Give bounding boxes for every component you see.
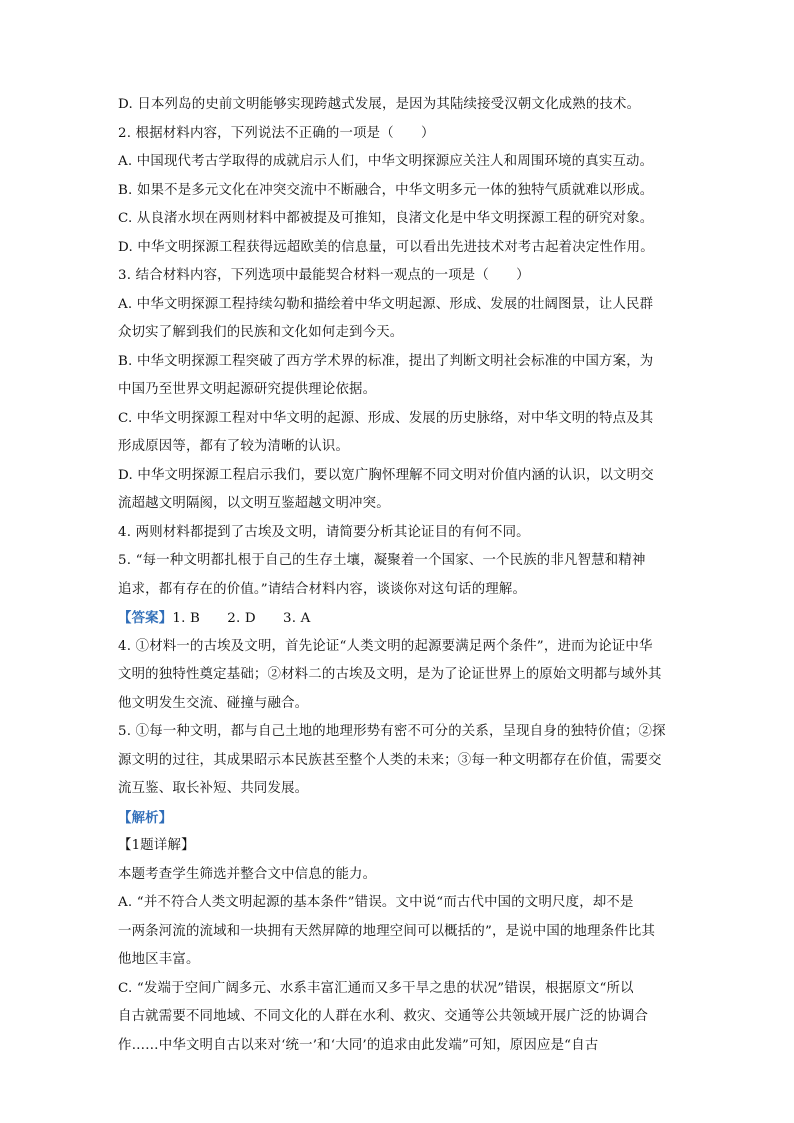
answer-choices: 1. B 2. D 3. A bbox=[172, 611, 311, 626]
answer-5-line3: 流互鉴、取长补短、共同发展。 bbox=[118, 781, 309, 796]
q3-option-d-line2: 流超越文明隔阂，以文明互鉴超越文明冲突。 bbox=[118, 496, 390, 511]
q2-option-a: A. 中国现代考古学取得的成就启示人们，中华文明探源应关注人和周围环境的真实互动。 bbox=[118, 154, 654, 169]
q2-stem: 2. 根据材料内容，下列说法不正确的一项是（ ） bbox=[118, 125, 435, 141]
q1-detail-heading: 【1题详解】 bbox=[118, 838, 195, 853]
analysis-tag: 【解析】 bbox=[118, 809, 173, 826]
analysis-c-line3: 作……中华文明自古以来对‘统一’和‘大同’的追求由此发端”可知，原因应是“自古 bbox=[118, 1037, 599, 1053]
q3-option-a-line2: 众切实了解到我们的民族和文化如何走到今天。 bbox=[118, 325, 404, 340]
answer-4-line1: 4. ①材料一的古埃及文明，首先论证“人类文明的起源要满足两个条件”，进而为论证中华 bbox=[118, 638, 653, 654]
analysis-a-line3: 他地区丰富。 bbox=[118, 952, 200, 967]
analysis-a-line2: 一两条河流的流域和一块拥有天然屏障的地理空间可以概括的”，是说中国的地理条件比其 bbox=[118, 923, 656, 939]
answer-4-line3: 他文明发生交流、碰撞与融合。 bbox=[118, 695, 309, 711]
answer-5-line2: 源文明的过往，其成果昭示本民族甚至整个人类的未来；③每一种文明都存在价值，需要交 bbox=[118, 752, 662, 768]
answer-tag: 【答案】 bbox=[118, 610, 173, 626]
q1-option-d: D. 日本列岛的史前文明能够实现跨越式发展，是因为其陆续接受汉朝文化成熟的技术。 bbox=[118, 97, 641, 112]
answer-5-line1: 5. ①每一种文明，都与自己土地的地理形势有密不可分的关系，呈现自身的独特价值；②探 bbox=[118, 724, 666, 739]
analysis-a-line1: A. “并不符合人类文明起源的基本条件”错误。文中说“而古代中国的文明尺度，却不是 bbox=[118, 895, 634, 910]
q2-option-c: C. 从良渚水坝在两则材料中都被提及可推知，良渚文化是中华文明探源工程的研究对象。 bbox=[118, 211, 654, 226]
analysis-c-line2: 自古就需要不同地域、不同文化的人群在水利、救灾、交通等公共领域开展广泛的协调合 bbox=[118, 1009, 649, 1024]
q3-option-b-line2: 中国乃至世界文明起源研究提供理论依据。 bbox=[118, 382, 377, 397]
q3-option-c-line1: C. 中华文明探源工程对中华文明的起源、形成、发展的历史脉络，对中华文明的特点及其 bbox=[118, 410, 654, 426]
answer-line bbox=[118, 607, 678, 629]
q5-stem-line2: 追求，都有存在的价值。”请结合材料内容，谈谈你对这句话的理解。 bbox=[118, 581, 527, 597]
analysis-intro: 本题考查学生筛选并整合文中信息的能力。 bbox=[118, 866, 377, 882]
q2-option-b: B. 如果不是多元文化在冲突交流中不断融合，中华文明多元一体的独特气质就难以形成。 bbox=[118, 182, 654, 198]
q3-option-c-line2: 形成原因等，都有了较为清晰的认识。 bbox=[118, 439, 350, 454]
q3-stem: 3. 结合材料内容，下列选项中最能契合材料一观点的一项是（ ） bbox=[118, 268, 530, 283]
q3-option-a-line1: A. 中华文明探源工程持续勾勒和描绘着中华文明起源、形成、发展的壮阔图景，让人民群 bbox=[118, 296, 654, 312]
q2-option-d: D. 中华文明探源工程获得远超欧美的信息量，可以看出先进技术对考古起着决定性作用。 bbox=[118, 239, 654, 255]
q5-stem-line1: 5. “每一种文明都扎根于自己的生存土壤，凝聚着一个国家、一个民族的非凡智慧和精神 bbox=[118, 553, 646, 568]
analysis-heading bbox=[118, 807, 678, 829]
document-body bbox=[118, 94, 678, 1057]
q3-option-d-line1: D. 中华文明探源工程启示我们，要以宽广胸怀理解不同文明对价值内涵的认识，以文明交 bbox=[118, 467, 654, 483]
answer-4-line2: 文明的独特性奠定基础；②材料二的古埃及文明，是为了论证世界上的原始文明都与域外其 bbox=[118, 667, 662, 682]
q4-stem: 4. 两则材料都提到了古埃及文明，请简要分析其论证目的有何不同。 bbox=[118, 524, 530, 540]
analysis-c-line1: C. “发端于空间广阔多元、水系丰富汇通而又多干旱之患的状况”错误，根据原文“所以 bbox=[118, 980, 634, 996]
q3-option-b-line1: B. 中华文明探源工程突破了西方学术界的标准，提出了判断文明社会标准的中国方案，为 bbox=[118, 353, 654, 369]
